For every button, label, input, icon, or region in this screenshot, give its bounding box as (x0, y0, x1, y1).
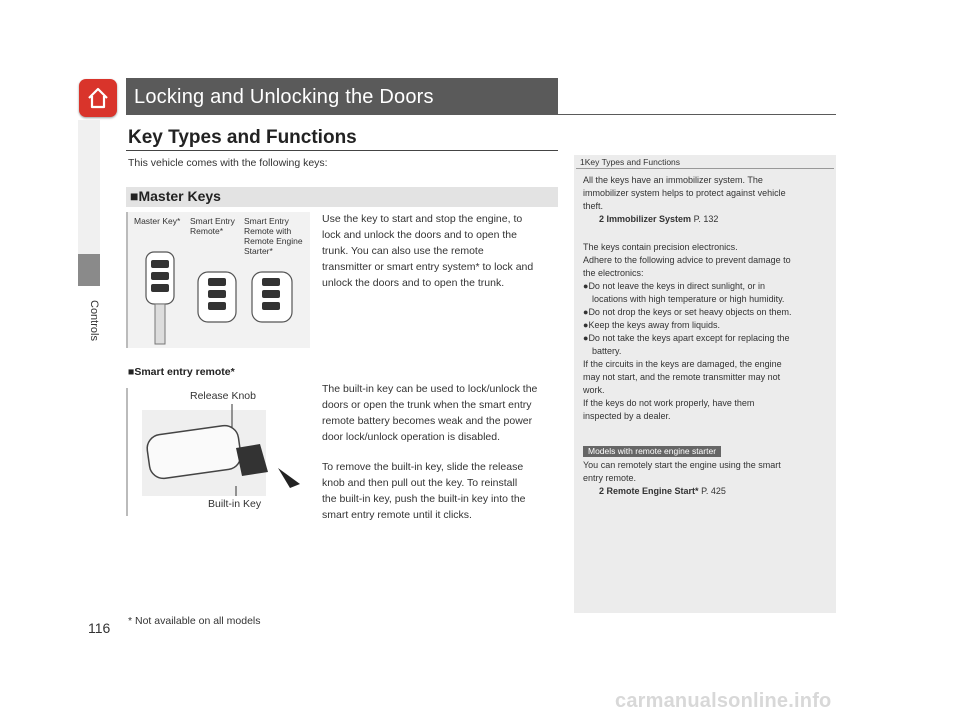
built-in-key-callout: Built-in Key (208, 498, 262, 510)
note-bullet: ●Do not drop the keys or set heavy objects on them. (583, 307, 792, 317)
note-immobilizer-text: All the keys have an immobilizer system. The immobilizer system helps to protect against vehicle theft. 2 Immobilizer System P. 132 (583, 174, 831, 226)
bullet-icon: ● (583, 281, 589, 291)
bullet-icon: ● (583, 333, 589, 343)
release-knob-callout: Release Knob (190, 390, 256, 402)
keys-illustration (126, 212, 310, 348)
smart-entry-heading: ■Smart entry remote* (128, 366, 235, 378)
sidebar-section-tab[interactable] (78, 254, 100, 286)
note-bullet: ●Do not take the keys apart except for replacing the (583, 333, 790, 343)
intro-text: This vehicle comes with the following keys: (128, 157, 328, 169)
note-remote-start-text: You can remotely start the engine using the smart entry remote. 2 Remote Engine Start* P. 425 (583, 459, 831, 498)
model-badge: Models with remote engine starter (583, 446, 721, 457)
reference-arrow-icon: 2 (599, 486, 605, 496)
smart-entry-description: The built-in key can be used to lock/unlock the doors or open the trunk when the smart entry remote battery becomes weak and the power door lock/unlock operation is disabled. To remove the built-in key, slide the release knob and then pull out the key. To reinstall the built-in key, push the built-in key into the smart entry remote until it clicks. (322, 383, 538, 521)
remote-engine-start-link[interactable]: 2 Remote Engine Start* P. 425 (599, 486, 726, 496)
note-divider (576, 168, 834, 169)
home-button[interactable] (79, 79, 117, 117)
square-bullet-icon: ■ (130, 188, 139, 204)
title-underline (126, 114, 836, 115)
footnote: * Not available on all models (128, 615, 261, 627)
bullet-icon: ● (583, 307, 589, 317)
note-title: 1Key Types and Functions (580, 157, 681, 167)
master-keys-description: Use the key to start and stop the engine, to lock and unlock the doors and to open the trunk. You can also use the remote transmitter or smart entry system* to lock and unlock the doors and to open the trunk. (322, 213, 534, 289)
remote-illustration (126, 388, 310, 516)
note-ref-icon: 1 (580, 157, 585, 167)
page-number: 116 (88, 620, 111, 636)
section-title: Key Types and Functions (128, 127, 357, 148)
immobilizer-system-link[interactable]: 2 Immobilizer System P. 132 (599, 214, 719, 224)
smart-entry-remote-label: Smart Entry Remote* (190, 216, 235, 236)
square-bullet-icon: ■ (128, 366, 135, 378)
note-bullet: ●Keep the keys away from liquids. (583, 320, 721, 330)
master-key-label: Master Key* (134, 216, 181, 226)
master-keys-heading: ■Master Keys (130, 188, 221, 204)
section-divider (126, 150, 558, 151)
watermark: carmanualsonline.info (615, 690, 832, 712)
home-icon (86, 86, 110, 110)
sidebar-section-label: Controls (88, 300, 100, 341)
remote-engine-starter-label: Smart Entry Remote with Remote Engine Starter* (244, 216, 303, 256)
sidebar-background (78, 120, 100, 254)
note-bullet: ●Do not leave the keys in direct sunlight, or in (583, 281, 766, 291)
keys-drawing (128, 212, 310, 348)
reference-arrow-icon: 2 (599, 214, 605, 224)
note-electronics-text: The keys contain precision electronics. Adhere to the following advice to prevent damage to the electronics: ●Do not leave the keys in direct sunlight, or in locations with high temperature or high humidity. ●Do not drop the keys or set heavy objects on them. ●Keep the keys away from liquids. ●Do not take the keys apart except for replacing the battery. If the circuits in the keys are damaged, the engine may not start, and the remote transmitter may not work. If the keys do not work properly, have them inspected by a dealer. (583, 241, 831, 423)
bullet-icon: ● (583, 320, 589, 330)
page-title: Locking and Unlocking the Doors (134, 86, 434, 108)
remote-drawing (128, 388, 310, 516)
